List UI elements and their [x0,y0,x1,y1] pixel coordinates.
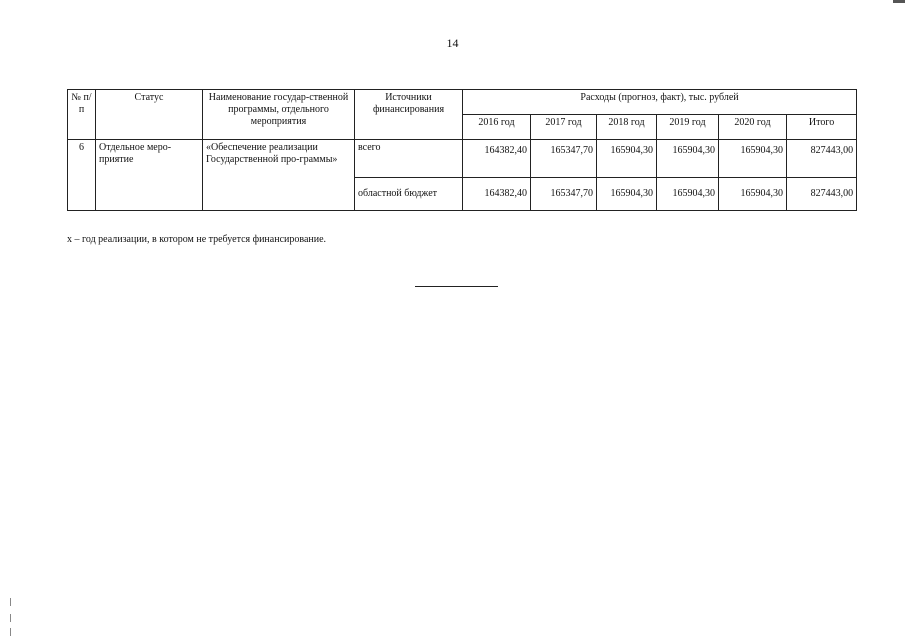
financing-table [67,89,857,211]
scan-artifact [10,614,11,622]
value-cell: 165904,30 [719,140,787,178]
header-expenses: Расходы (прогноз, факт), тыс. рублей [463,90,857,115]
total-cell: 827443,00 [787,178,857,211]
total-cell: 827443,00 [787,140,857,178]
scan-artifact [10,628,11,636]
header-funding-source: Источники финансирования [355,90,463,140]
value-cell: 165904,30 [657,178,719,211]
row-funding-source: областной бюджет [355,178,463,211]
value-cell: 165904,30 [657,140,719,178]
header-total: Итого [787,115,857,140]
value-cell: 165904,30 [719,178,787,211]
value-cell: 164382,40 [463,140,531,178]
value-cell: 164382,40 [463,178,531,211]
value-cell: 165904,30 [597,140,657,178]
header-num: № п/п [68,90,96,140]
footnote: х – год реализации, в котором не требуется финансирование. [67,234,327,245]
scan-artifact [893,0,905,3]
value-cell: 165347,70 [531,140,597,178]
end-divider [415,286,498,287]
row-program-name: «Обеспечение реализации Государственной про-граммы» [203,140,355,211]
header-year: 2018 год [597,115,657,140]
header-status: Статус [96,90,203,140]
header-year: 2020 год [719,115,787,140]
row-num: 6 [68,140,96,211]
scan-artifact [10,598,11,606]
page-number: 14 [446,36,459,50]
row-status: Отдельное меро-приятие [96,140,203,211]
value-cell: 165904,30 [597,178,657,211]
header-year: 2017 год [531,115,597,140]
header-program-name: Наименование государ-ственной программы, отдельного мероприятия [203,90,355,140]
row-funding-source: всего [355,140,463,178]
header-year: 2019 год [657,115,719,140]
value-cell: 165347,70 [531,178,597,211]
header-row-1 [68,90,857,115]
table-row [68,140,857,178]
header-year: 2016 год [463,115,531,140]
